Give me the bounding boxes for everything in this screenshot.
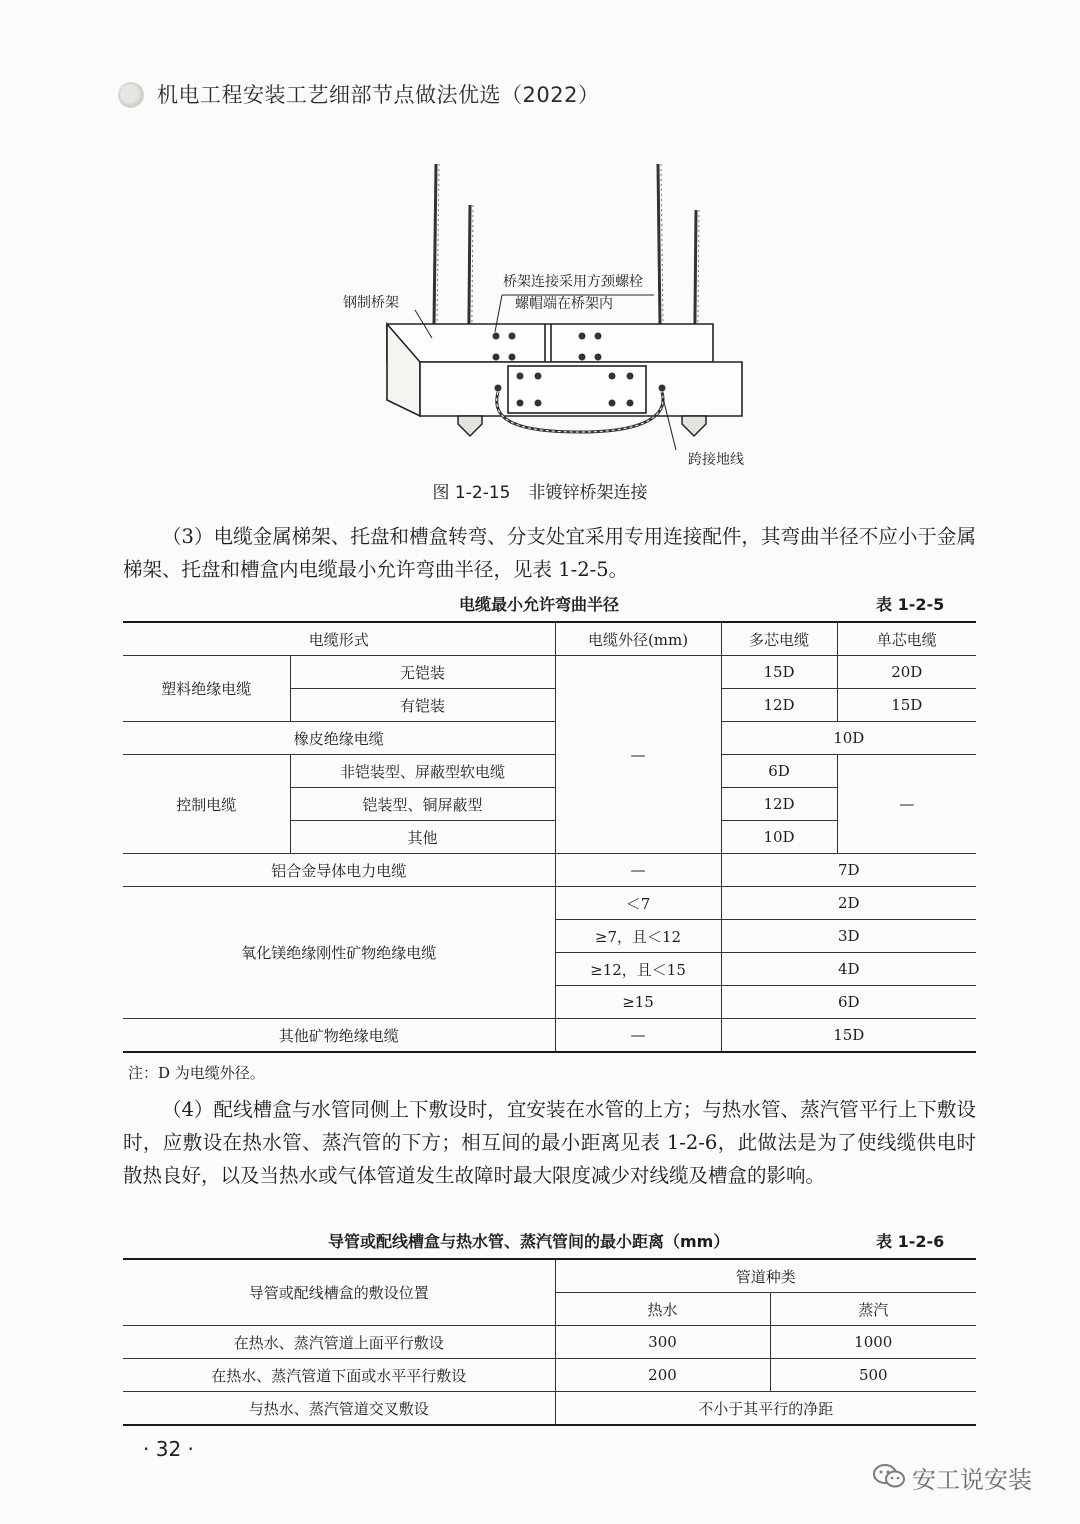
table-min-distance: [123, 1258, 976, 1426]
cell-dash: —: [555, 1019, 721, 1053]
cell-other-mineral: 其他矿物绝缘电缆: [123, 1019, 555, 1053]
table2-number: 表 1-2-6: [876, 1232, 945, 1251]
cell-ctrl-3: 其他: [290, 821, 555, 854]
table-row: [123, 722, 976, 755]
header-logo: [118, 82, 144, 108]
cell-value: 7D: [721, 854, 976, 887]
cell-row2: 在热水、蒸汽管道下面或水平平行敷设: [123, 1359, 555, 1392]
header-hot-water: 热水: [555, 1293, 770, 1326]
table-row: [123, 1019, 976, 1053]
cell-value: 6D: [721, 755, 837, 788]
table2-title: 导管或配线槽盒与热水管、蒸汽管间的最小距离（mm）: [328, 1232, 730, 1251]
header-single-core: 单芯电缆: [837, 622, 976, 656]
cell-value: 12D: [721, 689, 837, 722]
cell-value: 12D: [721, 788, 837, 821]
table1-number: 表 1-2-5: [876, 595, 945, 614]
cell-diameter: ≥12，且＜15: [555, 953, 721, 986]
cell-diameter: ＜7: [555, 887, 721, 920]
cell-unarmored: 无铠装: [290, 656, 555, 689]
label-bolt-note-2: 螺帽端在桥架内: [515, 296, 613, 312]
cell-mineral: 氧化镁绝缘刚性矿物绝缘电缆: [123, 887, 555, 1019]
table-bend-radius: [123, 621, 976, 1053]
table-row: [123, 656, 976, 689]
cell-value: 10D: [721, 821, 837, 854]
cell-value: 20D: [837, 656, 976, 689]
table-row: [123, 1359, 976, 1392]
watermark-text: 安工说安装: [912, 1466, 1032, 1494]
header-steam: 蒸汽: [770, 1293, 976, 1326]
cell-value: 1000: [770, 1326, 976, 1359]
header-title: 机电工程安装工艺细部节点做法优选（2022）: [157, 83, 600, 107]
header-outer-diameter: 电缆外径(mm): [555, 622, 721, 656]
cell-ctrl-dash: —: [837, 755, 976, 854]
cell-value: 15D: [837, 689, 976, 722]
cell-value: 200: [555, 1359, 770, 1392]
cell-rubber: 橡皮绝缘电缆: [123, 722, 555, 755]
header-multi-core: 多芯电缆: [721, 622, 837, 656]
wechat-icon: [872, 1462, 906, 1490]
cell-control: 控制电缆: [123, 755, 290, 854]
label-jumper: 跨接地线: [688, 452, 744, 468]
cell-row3: 与热水、蒸汽管道交叉敷设: [123, 1392, 555, 1426]
cell-value: 6D: [721, 986, 976, 1019]
cell-value: 500: [770, 1359, 976, 1392]
cell-value: 15D: [721, 656, 837, 689]
cell-armored: 有铠装: [290, 689, 555, 722]
table-row: [123, 887, 976, 920]
cell-dash: —: [555, 854, 721, 887]
cell-value: 不小于其平行的净距: [555, 1392, 976, 1426]
cell-ctrl-1: 非铠装型、屏蔽型软电缆: [290, 755, 555, 788]
cell-row1: 在热水、蒸汽管道上面平行敷设: [123, 1326, 555, 1359]
table-row: [123, 854, 976, 887]
paragraph-3: （3）电缆金属梯架、托盘和槽盒转弯、分支处宜采用专用连接配件，其弯曲半径不应小于金属梯架、托盘和槽盒内电缆最小允许弯曲半径，见表 1-2-5。: [123, 525, 976, 581]
table-row: [123, 1259, 976, 1293]
table-row: [123, 1326, 976, 1359]
cell-diameter: ≥15: [555, 986, 721, 1019]
figure-caption: [0, 478, 1080, 503]
cell-value: 300: [555, 1326, 770, 1359]
table-row: [123, 622, 976, 656]
splice-plate: [508, 366, 646, 413]
table1-title: 电缆最小允许弯曲半径: [459, 595, 620, 614]
table-row: [123, 1392, 976, 1426]
cell-value: 2D: [721, 887, 976, 920]
cell-value: 15D: [721, 1019, 976, 1053]
cell-alloy: 铝合金导体电力电缆: [123, 854, 555, 887]
cell-diameter-dash: —: [555, 656, 721, 854]
cell-ctrl-2: 铠装型、铜屏蔽型: [290, 788, 555, 821]
cell-diameter: ≥7，且＜12: [555, 920, 721, 953]
cell-value: 4D: [721, 953, 976, 986]
cell-value: 10D: [721, 722, 976, 755]
table-row: [123, 755, 976, 788]
header-position: 导管或配线槽盒的敷设位置: [123, 1259, 555, 1326]
header-cable-type: 电缆形式: [123, 622, 555, 656]
page-number: · 32 ·: [143, 1437, 194, 1461]
cell-plastic: 塑料绝缘电缆: [123, 656, 290, 722]
figure-title: 非镀锌桥架连接: [528, 483, 648, 503]
label-bolt-note-1: 桥架连接采用方颈螺栓: [503, 274, 643, 290]
paragraph-4: （4）配线槽盒与水管同侧上下敷设时，宜安装在水管的上方；与热水管、蒸汽管平行上下敷设时，应敷设在热水管、蒸汽管的下方；相互间的最小距离见表 1-2-6，此做法是为了使线缆供电时散热良好，以及当热水或气体管道发生故障时最大限度减少对线缆及槽盒的影响。: [123, 1098, 976, 1187]
header-pipe-type: 管道种类: [555, 1259, 976, 1293]
figure-number: 图 1-2-15: [432, 483, 511, 503]
cell-value: 3D: [721, 920, 976, 953]
label-steel-tray: 钢制桥架: [343, 295, 399, 311]
table1-note: 注：D 为电缆外径。: [128, 1064, 265, 1082]
